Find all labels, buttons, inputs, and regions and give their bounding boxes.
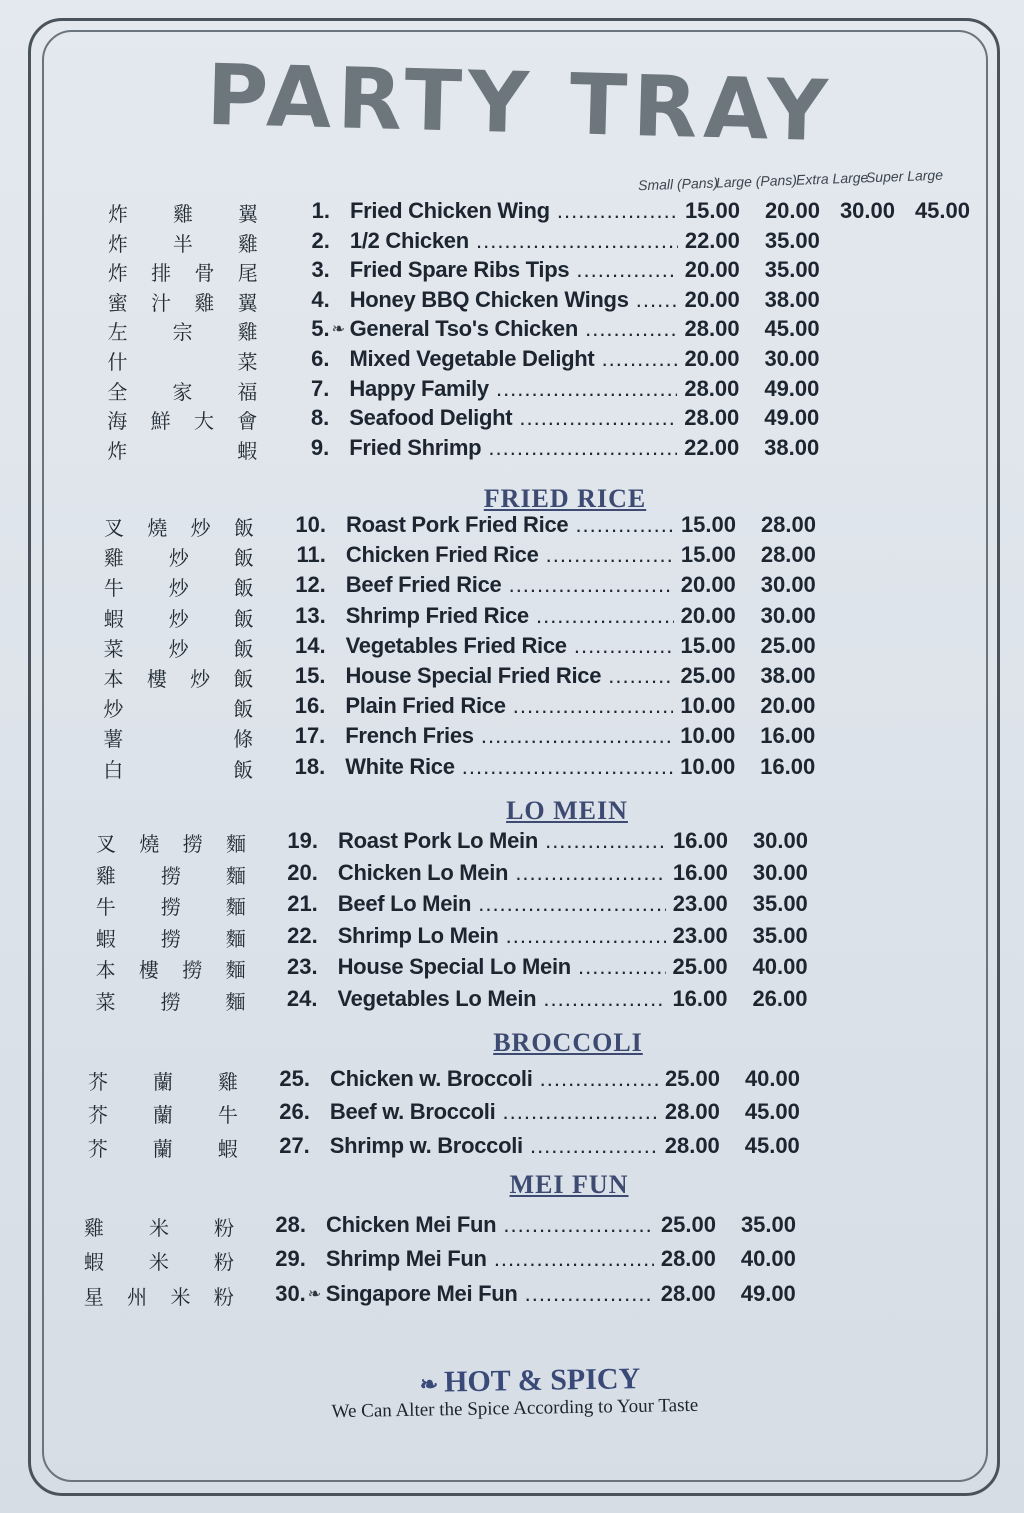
item-number: 30.: [275, 1281, 306, 1306]
price-large: 26.00: [752, 986, 808, 1011]
item-name: Roast Pork Fried Rice .....: [346, 512, 674, 538]
chinese-name: [96, 986, 246, 1016]
chinese-char: 會: [237, 409, 258, 433]
item-number: 14.: [295, 633, 326, 658]
item-name: Vegetables Lo Mein .....: [338, 986, 666, 1012]
price-large: 25.00: [760, 633, 816, 658]
chinese-name: [104, 603, 254, 633]
menu-item: [96, 954, 1024, 984]
chinese-name: [84, 1281, 234, 1311]
chinese-char: 翼: [237, 291, 258, 315]
size-header-small: Small (Pans): [637, 174, 719, 194]
menu-item: [88, 1066, 1024, 1096]
chinese-name: [96, 891, 246, 921]
chinese-char: 炸: [107, 439, 128, 463]
chinese-char: 粉: [213, 1285, 234, 1309]
menu-item: [103, 693, 1024, 723]
chinese-char: 叉: [96, 832, 116, 856]
chinese-char: 炒: [190, 516, 211, 540]
chinese-name: [104, 542, 254, 572]
price-large: 16.00: [760, 754, 816, 779]
item-name: Shrimp Lo Mein .....: [338, 923, 666, 949]
item-number: 11.: [296, 542, 326, 567]
chinese-char: 本: [103, 667, 124, 691]
menu-item: [107, 435, 1024, 465]
chinese-char: 米: [170, 1285, 191, 1309]
item-number: 17.: [294, 723, 326, 748]
section-heading-broccoli: BROCCOLI: [493, 1028, 643, 1057]
menu-item: [84, 1281, 1024, 1311]
price-small: 23.00: [672, 923, 728, 948]
menu-item: [108, 346, 1024, 376]
chinese-name: [104, 572, 254, 602]
section-heading-fried-rice: FRIED RICE: [483, 484, 647, 513]
chinese-char: 牛: [103, 576, 124, 600]
chinese-name: [103, 723, 253, 753]
chinese-char: 粉: [214, 1216, 234, 1240]
pepper-icon: ❧: [307, 1286, 322, 1303]
menu-item: [108, 257, 1024, 287]
chinese-name: [108, 316, 258, 346]
item-name: Shrimp Fried Rice .....: [346, 603, 674, 629]
menu-item: [104, 663, 1024, 693]
chinese-char: 飯: [233, 607, 254, 631]
chinese-name: [108, 346, 258, 376]
chinese-char: 雞: [218, 1070, 238, 1094]
chinese-char: 飯: [233, 758, 254, 782]
price-large: 30.00: [752, 828, 808, 853]
chinese-char: 樓: [138, 958, 159, 982]
chinese-char: 雞: [237, 232, 258, 256]
price-small: 10.00: [680, 723, 736, 748]
spice-note: We Can Alter the Spice According to Your Taste: [331, 1394, 699, 1423]
price-small: 22.00: [684, 228, 740, 253]
price-large: 30.00: [752, 860, 808, 885]
item-number: 27.: [279, 1133, 310, 1158]
price-large: 35.00: [752, 923, 808, 948]
chinese-char: 蜜: [107, 291, 128, 315]
price-large: 30.00: [760, 603, 816, 628]
item-number: 1.: [311, 198, 330, 223]
menu-item: [84, 1212, 1024, 1242]
chinese-char: 雞: [237, 320, 258, 344]
item-name: Mixed Vegetable Delight .....: [350, 346, 678, 372]
chinese-char: 粉: [213, 1250, 234, 1274]
chinese-name: [103, 754, 253, 784]
chinese-char: 燒: [147, 516, 168, 540]
price-small: 23.00: [672, 891, 728, 916]
menu-item: [104, 542, 1024, 572]
price-large: 40.00: [740, 1246, 796, 1271]
chinese-char: 飯: [233, 546, 254, 570]
chinese-char: 半: [172, 232, 193, 256]
price-large: 30.00: [764, 346, 820, 371]
size-header-extra-large: Extra Large: [795, 169, 869, 188]
item-number: 20.: [287, 860, 318, 885]
chinese-name: [107, 405, 257, 435]
chinese-char: 蘭: [153, 1070, 173, 1094]
menu-item: [108, 228, 1024, 258]
price-small: 22.00: [684, 435, 740, 460]
chinese-char: 蝦: [103, 607, 124, 631]
item-name: Fried Chicken Wing .....: [350, 198, 678, 224]
item-name: General Tso's Chicken .....: [350, 316, 678, 342]
item-name: House Special Fried Rice .....: [346, 663, 674, 689]
item-name: Chicken Lo Mein .....: [338, 860, 666, 886]
price-large: 45.00: [744, 1099, 800, 1124]
price-large: 38.00: [760, 663, 816, 688]
price-large: 38.00: [764, 287, 820, 312]
price-large: 20.00: [760, 693, 816, 718]
chinese-char: 麵: [225, 990, 246, 1014]
chinese-char: 蘭: [152, 1103, 173, 1127]
chinese-char: 雞: [84, 1216, 104, 1240]
chinese-char: 炒: [103, 697, 124, 721]
item-number: 18.: [294, 754, 326, 779]
item-name: White Rice .....: [345, 754, 673, 780]
pepper-icon: ❧: [419, 1371, 439, 1397]
chinese-char: 菜: [95, 990, 116, 1014]
chinese-char: 本: [95, 958, 116, 982]
item-name: French Fries .....: [345, 723, 673, 749]
price-small: 15.00: [680, 633, 736, 658]
chinese-name: [108, 257, 258, 287]
item-number: 21.: [287, 891, 318, 916]
menu-item: [104, 633, 1024, 663]
chinese-char: 雞: [194, 291, 215, 315]
price-small: 10.00: [680, 693, 736, 718]
chinese-char: 炒: [168, 576, 189, 600]
menu-item: [107, 405, 1024, 435]
chinese-char: 左: [107, 320, 128, 344]
chinese-char: 撈: [160, 927, 181, 951]
item-name: 1/2 Chicken .....: [350, 228, 678, 254]
chinese-char: 海: [107, 409, 128, 433]
price-small: 28.00: [664, 1099, 720, 1124]
item-name: Plain Fried Rice .....: [345, 693, 673, 719]
price-large: 16.00: [760, 723, 816, 748]
chinese-char: 飯: [233, 516, 254, 540]
chinese-char: 叉: [104, 516, 124, 540]
chinese-name: [88, 1133, 238, 1163]
chinese-char: 蝦: [217, 1137, 238, 1161]
chinese-name: [108, 287, 258, 317]
price-large: 35.00: [740, 1212, 796, 1237]
menu-item: [107, 376, 1024, 406]
price-small: 25.00: [680, 663, 736, 688]
item-name: Chicken w. Broccoli .....: [330, 1066, 658, 1092]
price-large: 38.00: [764, 435, 820, 460]
item-number: 12.: [295, 572, 326, 597]
size-header-large: Large (Pans): [715, 171, 798, 191]
price-small: 16.00: [672, 986, 728, 1011]
chinese-char: 飯: [233, 667, 254, 691]
chinese-char: 條: [233, 727, 254, 751]
menu-item: [96, 923, 1024, 953]
item-number: 13.: [295, 603, 326, 628]
chinese-char: 尾: [237, 261, 258, 285]
chinese-char: 燒: [139, 832, 160, 856]
price-small: 20.00: [680, 572, 736, 597]
price-small: 25.00: [660, 1212, 716, 1237]
price-small: 16.00: [672, 860, 728, 885]
item-number: 22.: [287, 923, 318, 948]
chinese-char: 芥: [88, 1070, 108, 1094]
chinese-char: 炸: [107, 232, 128, 256]
price-large: 49.00: [764, 405, 820, 430]
section-heading-mei-fun: MEI FUN: [509, 1170, 629, 1199]
item-number: 15.: [294, 663, 326, 688]
menu-item: [96, 986, 1024, 1016]
menu-item: [88, 1099, 1024, 1129]
chinese-char: 大: [193, 409, 214, 433]
price-small: 20.00: [684, 287, 740, 312]
price-large: 35.00: [764, 228, 820, 253]
price-small: 28.00: [660, 1281, 716, 1306]
chinese-name: [96, 860, 246, 890]
chinese-name: [104, 512, 254, 542]
price-large: 45.00: [744, 1133, 800, 1158]
item-number: 8.: [310, 405, 330, 430]
price-large: 40.00: [744, 1066, 800, 1091]
chinese-char: 芥: [87, 1103, 108, 1127]
chinese-char: 鮮: [150, 409, 171, 433]
chinese-char: 炸: [107, 261, 128, 285]
price-small: 25.00: [664, 1066, 720, 1091]
menu-item: [96, 828, 1024, 858]
price-small: 15.00: [680, 512, 736, 537]
price-small: 28.00: [660, 1246, 716, 1271]
chinese-name: [103, 693, 253, 723]
chinese-char: 樓: [146, 667, 167, 691]
price-small: 28.00: [664, 1133, 720, 1158]
item-number: 25.: [279, 1066, 310, 1091]
item-name: Seafood Delight .....: [349, 405, 677, 431]
chinese-char: 骨: [194, 261, 215, 285]
chinese-char: 米: [148, 1250, 169, 1274]
item-name: Shrimp Mei Fun .....: [326, 1246, 654, 1272]
chinese-char: 宗: [172, 320, 193, 344]
chinese-char: 福: [237, 380, 258, 404]
chinese-char: 撈: [160, 895, 181, 919]
chinese-char: 撈: [160, 990, 181, 1014]
price-small: 20.00: [680, 603, 736, 628]
item-number: 4.: [311, 287, 330, 312]
item-name: Roast Pork Lo Mein .....: [338, 828, 666, 854]
chinese-char: 炸: [108, 202, 128, 226]
menu-item: [104, 512, 1024, 542]
hot-spicy-label: HOT & SPICY: [443, 1362, 641, 1399]
chinese-char: 雞: [103, 546, 124, 570]
chinese-char: 麵: [225, 895, 246, 919]
item-name: Happy Family .....: [349, 376, 677, 402]
chinese-char: 牛: [217, 1103, 238, 1127]
price-small: 28.00: [684, 376, 740, 401]
section-heading-lo-mein: LO MEIN: [506, 796, 628, 825]
menu-item: [108, 198, 1024, 228]
item-number: 23.: [287, 954, 318, 979]
chinese-char: 薯: [103, 727, 124, 751]
price-super-large: 45.00: [914, 198, 970, 223]
item-number: 28.: [275, 1212, 306, 1237]
price-large: 35.00: [752, 891, 808, 916]
chinese-char: 飯: [233, 697, 254, 721]
item-number: 7.: [311, 376, 330, 401]
chinese-name: [84, 1212, 234, 1242]
chinese-char: 麵: [225, 832, 246, 856]
item-number: 3.: [311, 257, 330, 282]
price-large: 49.00: [740, 1281, 796, 1306]
price-large: 40.00: [752, 954, 808, 979]
chinese-char: 飯: [233, 576, 254, 600]
item-number: 16.: [294, 693, 326, 718]
chinese-name: [96, 954, 246, 984]
chinese-char: 蝦: [95, 927, 116, 951]
chinese-char: 米: [149, 1216, 169, 1240]
chinese-name: [104, 633, 254, 663]
chinese-char: 菜: [103, 637, 124, 661]
price-large: 30.00: [760, 572, 816, 597]
chinese-char: 撈: [182, 832, 203, 856]
item-name: Beef Lo Mein .....: [338, 891, 666, 917]
chinese-char: 星: [83, 1285, 104, 1309]
menu-item: [96, 891, 1024, 921]
chinese-name: [96, 828, 246, 858]
chinese-char: 菜: [237, 350, 258, 374]
item-name: Singapore Mei Fun .....: [326, 1281, 654, 1307]
item-name: Vegetables Fried Rice .....: [346, 633, 674, 659]
chinese-char: 蘭: [152, 1137, 173, 1161]
menu-item: [104, 603, 1024, 633]
chinese-char: 州: [127, 1285, 148, 1309]
item-name: Beef w. Broccoli .....: [330, 1099, 658, 1125]
price-large: 35.00: [764, 257, 820, 282]
item-number: 9.: [310, 435, 330, 460]
item-name: Shrimp w. Broccoli .....: [330, 1133, 658, 1159]
chinese-char: 麵: [225, 927, 246, 951]
price-small: 16.00: [672, 828, 728, 853]
chinese-char: 雞: [95, 864, 116, 888]
item-name: Chicken Mei Fun .....: [326, 1212, 654, 1238]
chinese-name: [108, 198, 258, 228]
item-number: 29.: [275, 1246, 306, 1271]
chinese-char: 炒: [190, 667, 211, 691]
chinese-char: 炒: [168, 546, 189, 570]
price-large: 28.00: [760, 542, 816, 567]
item-number: 2.: [311, 228, 330, 253]
chinese-char: 飯: [233, 637, 254, 661]
menu-item: [103, 754, 1024, 784]
chinese-char: 麵: [225, 958, 246, 982]
price-large: 20.00: [764, 198, 820, 223]
chinese-char: 蝦: [237, 439, 258, 463]
price-extra-large: 30.00: [839, 198, 895, 223]
chinese-char: 牛: [95, 895, 116, 919]
chinese-char: 炒: [168, 637, 189, 661]
chinese-char: 撈: [182, 958, 203, 982]
item-number: 24.: [286, 986, 318, 1011]
price-small: 28.00: [684, 316, 740, 341]
price-small: 15.00: [684, 198, 740, 223]
item-name: Fried Spare Ribs Tips .....: [350, 257, 678, 283]
chinese-name: [88, 1066, 238, 1096]
chinese-name: [96, 923, 246, 953]
chinese-char: 翼: [238, 202, 258, 226]
item-name: Fried Shrimp .....: [349, 435, 677, 461]
pepper-icon: ❧: [331, 321, 345, 338]
menu-item: [88, 1133, 1024, 1163]
chinese-char: 撈: [160, 864, 181, 888]
item-number: 5.: [311, 316, 330, 341]
item-name: Beef Fried Rice .....: [346, 572, 674, 598]
chinese-char: 汁: [151, 291, 172, 315]
item-name: Honey BBQ Chicken Wings .....: [350, 287, 678, 313]
item-number: 10.: [295, 512, 326, 537]
chinese-char: 雞: [173, 202, 193, 226]
page-title: PARTY TRAY: [205, 45, 835, 161]
chinese-char: 排: [151, 261, 172, 285]
price-small: 20.00: [684, 257, 740, 282]
item-name: House Special Lo Mein .....: [338, 954, 666, 980]
chinese-char: 芥: [87, 1137, 108, 1161]
price-large: 45.00: [764, 316, 820, 341]
menu-item: [104, 572, 1024, 602]
chinese-name: [104, 663, 254, 693]
chinese-name: [84, 1246, 234, 1276]
price-small: 15.00: [680, 542, 736, 567]
item-number: 6.: [311, 346, 330, 371]
chinese-char: 蝦: [83, 1250, 104, 1274]
price-small: 28.00: [684, 405, 740, 430]
menu-item: [84, 1246, 1024, 1276]
item-number: 19.: [287, 828, 318, 853]
price-large: 28.00: [760, 512, 816, 537]
chinese-char: 白: [103, 758, 124, 782]
chinese-char: 什: [107, 350, 128, 374]
price-small: 20.00: [684, 346, 740, 371]
chinese-char: 家: [172, 380, 193, 404]
menu-item: [96, 860, 1024, 890]
chinese-char: 全: [107, 380, 128, 404]
chinese-name: [107, 435, 257, 465]
price-large: 49.00: [764, 376, 820, 401]
menu-item: [103, 723, 1024, 753]
chinese-char: 麵: [225, 864, 246, 888]
chinese-name: [107, 376, 257, 406]
price-small: 25.00: [672, 954, 728, 979]
chinese-name: [88, 1099, 238, 1129]
size-header-super-large: Super Large: [865, 166, 944, 186]
chinese-name: [108, 228, 258, 258]
item-number: 26.: [279, 1099, 310, 1124]
menu-item: [108, 287, 1024, 317]
menu-item: [108, 316, 1024, 346]
item-name: Chicken Fried Rice .....: [346, 542, 674, 568]
chinese-char: 炒: [168, 607, 189, 631]
price-small: 10.00: [680, 754, 736, 779]
